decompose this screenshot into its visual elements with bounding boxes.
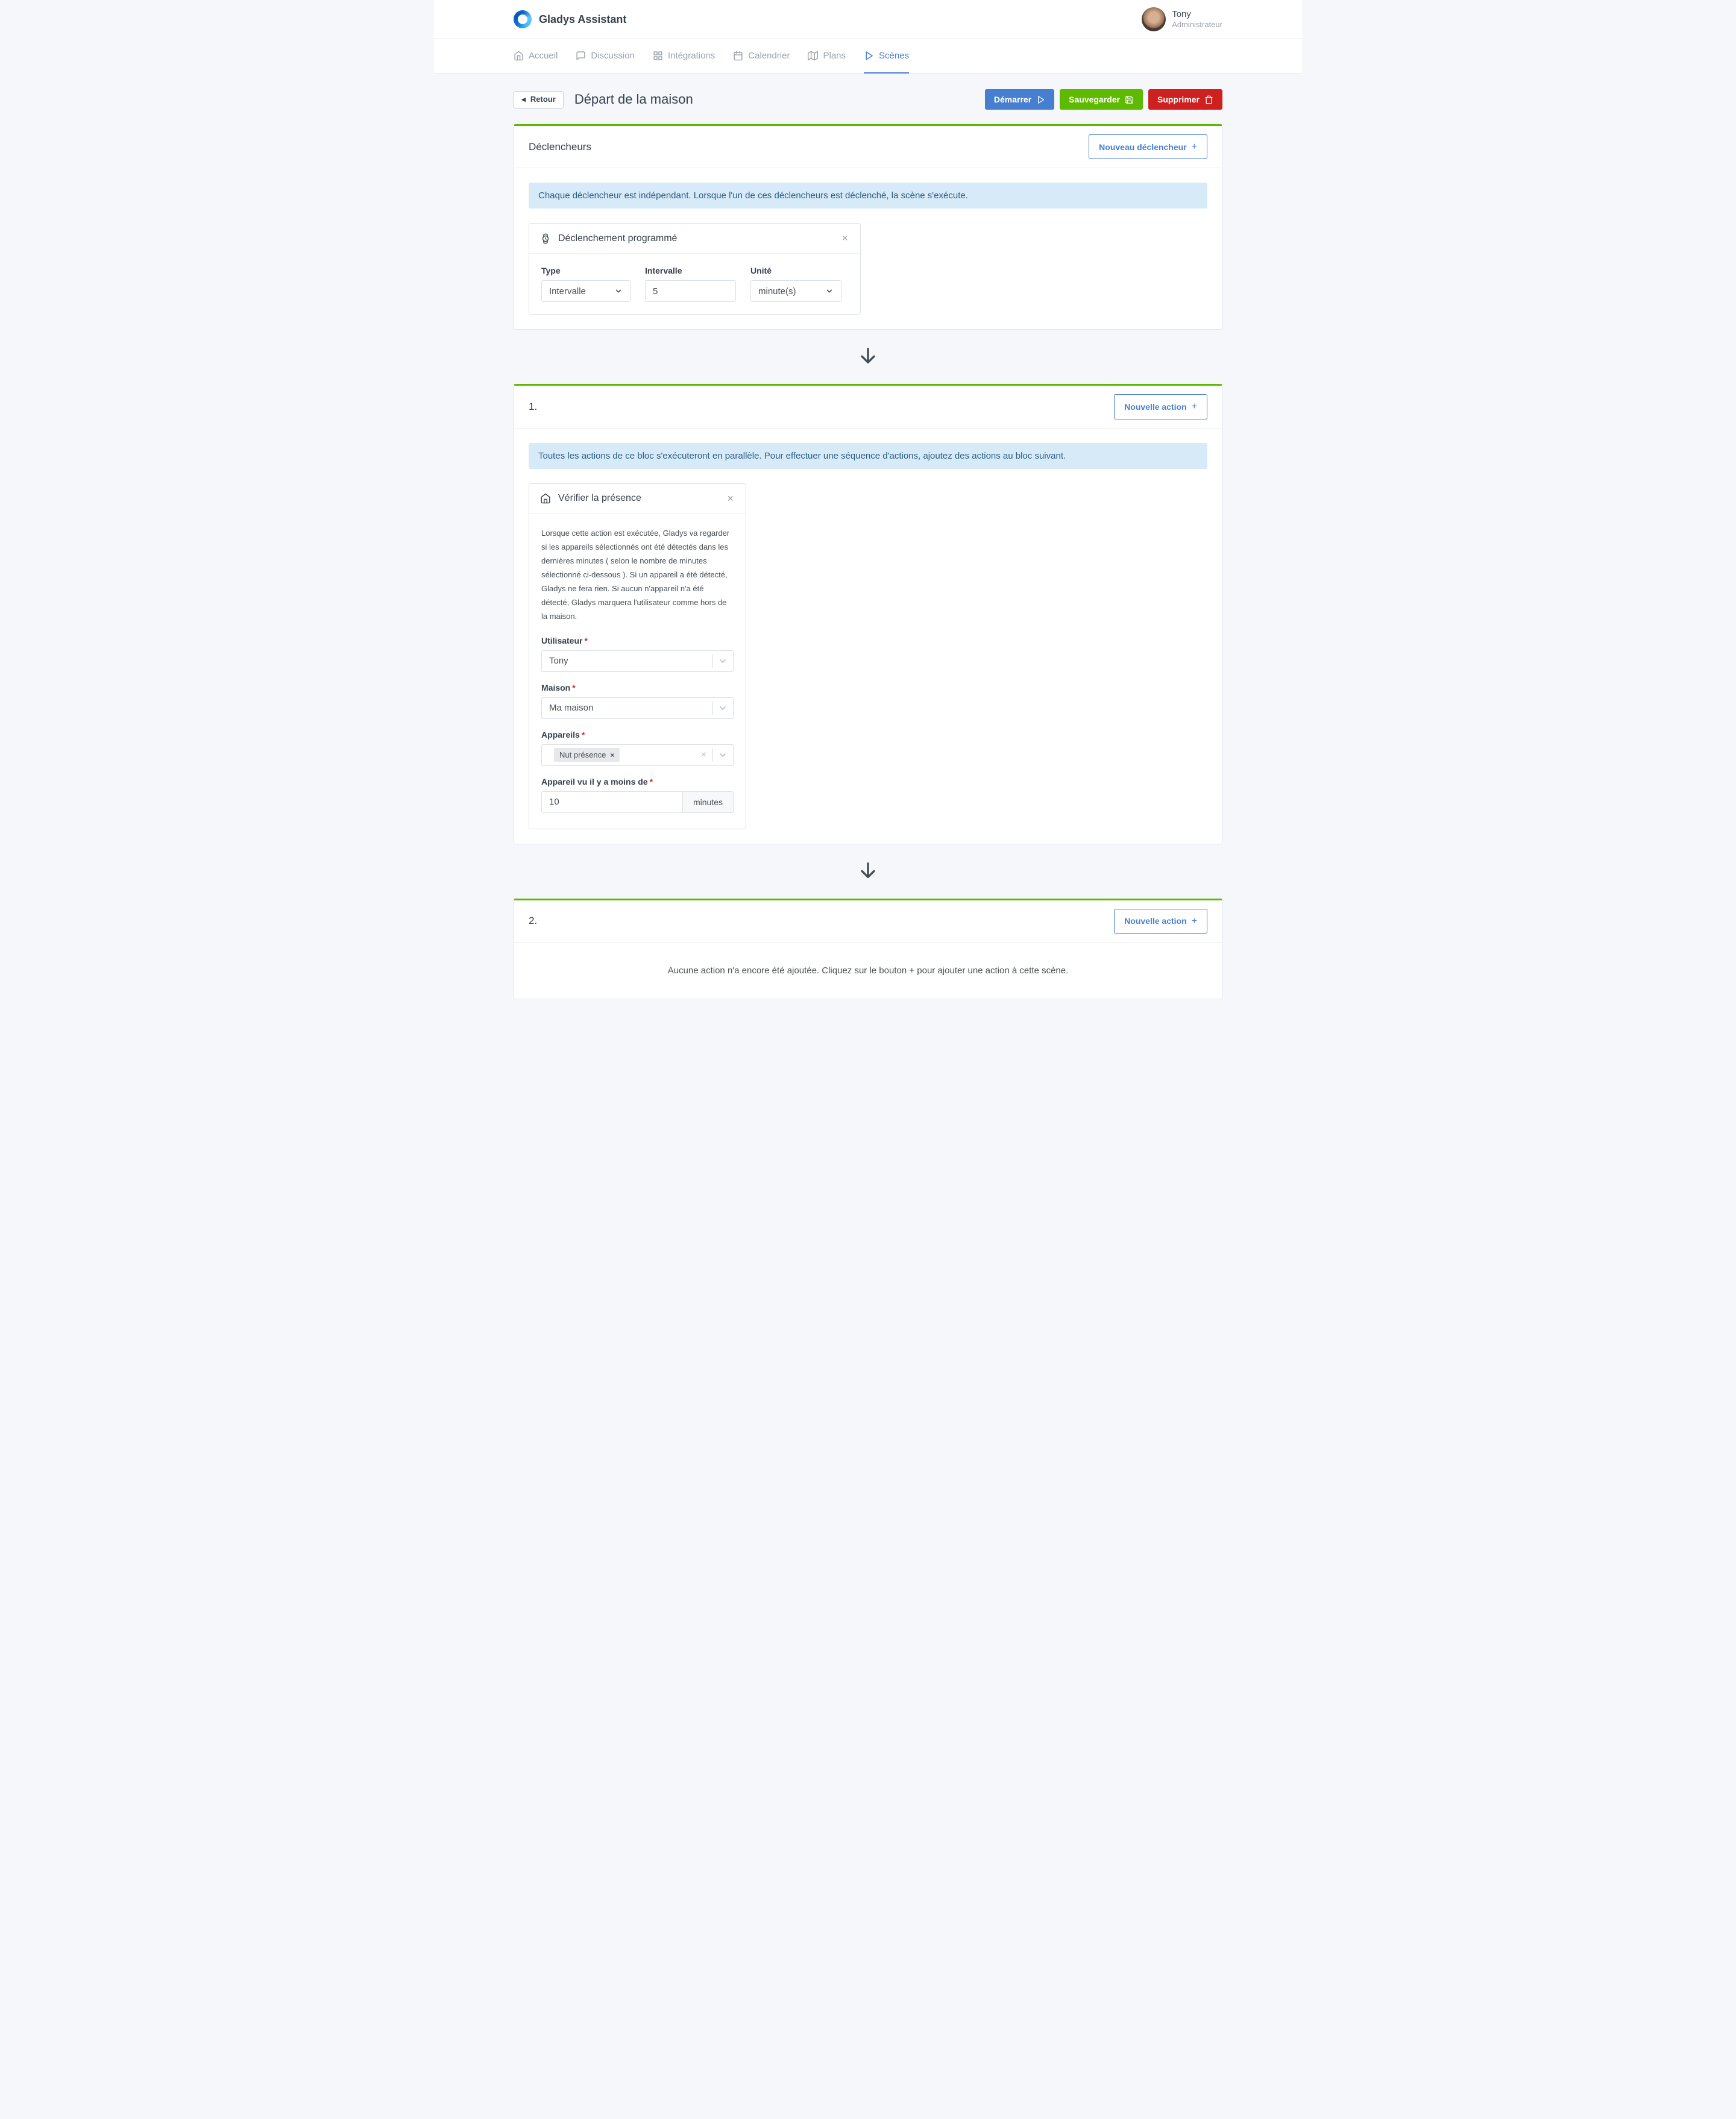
- action-card-title: Vérifier la présence: [558, 493, 641, 504]
- home-icon: [514, 51, 524, 61]
- required-marker: *: [572, 682, 576, 692]
- trigger-type-select[interactable]: Intervalle: [541, 280, 631, 302]
- trash-icon: [1204, 95, 1213, 104]
- chip-remove-icon[interactable]: ×: [610, 750, 615, 759]
- close-icon[interactable]: ×: [841, 232, 848, 245]
- required-marker: *: [581, 729, 585, 739]
- device-chip: Nut présence ×: [554, 748, 620, 762]
- user-name: Tony: [1172, 8, 1191, 19]
- devices-multiselect[interactable]: [541, 744, 734, 766]
- plus-icon: +: [1191, 915, 1197, 926]
- nav-item-accueil[interactable]: [514, 39, 558, 74]
- nav-item-calendrier[interactable]: [733, 39, 790, 74]
- play-outline-icon: [1036, 95, 1045, 104]
- trigger-card-title: Déclenchement programmé: [558, 233, 678, 243]
- nav-label: Plans: [823, 51, 846, 61]
- gladys-logo-icon: [514, 10, 532, 28]
- minutes-addon: minutes: [683, 791, 734, 813]
- action-card-check-presence: [529, 483, 746, 829]
- message-icon: [576, 51, 586, 61]
- play-icon: [864, 51, 874, 61]
- chevron-down-icon: [825, 287, 834, 295]
- new-action-button-2[interactable]: Nouvelle action +: [1114, 909, 1207, 934]
- plus-icon: +: [1191, 142, 1197, 152]
- grid-icon: [653, 51, 663, 61]
- flow-arrow-down-icon: [514, 860, 1222, 883]
- unit-select[interactable]: minute(s): [750, 280, 841, 302]
- chevron-down-icon[interactable]: [712, 750, 733, 760]
- devices-label: Appareils *: [541, 729, 585, 739]
- chevron-down-icon[interactable]: [712, 656, 733, 666]
- action-block-2: [514, 899, 1222, 999]
- flow-arrow-down-icon: [514, 345, 1222, 368]
- user-label: Utilisateur *: [541, 635, 588, 645]
- chevron-down-icon[interactable]: [712, 703, 733, 713]
- interval-input[interactable]: [645, 280, 736, 302]
- page-title: Départ de la maison: [574, 92, 693, 107]
- user-menu[interactable]: [1142, 7, 1222, 31]
- triggers-info-alert: Chaque déclencheur est indépendant. Lorsque l'un de ces déclencheurs est déclenché, la scène s'exécute.: [529, 183, 1207, 209]
- back-triangle-icon: ◀: [521, 96, 526, 102]
- page-title-row: [514, 89, 1222, 110]
- house-select[interactable]: Ma maison: [541, 697, 734, 719]
- start-scene-button[interactable]: Démarrer: [985, 89, 1054, 110]
- nav-label: Calendrier: [748, 51, 790, 61]
- required-marker: *: [584, 635, 588, 645]
- required-marker: *: [649, 776, 653, 786]
- trigger-card-scheduled: [529, 223, 861, 315]
- action-description: Lorsque cette action est exécutée, Gladys va regarder si les appareils sélectionnés ont été détectés dans les dernières minutes ( selon le nombre de minutes sélectionné ci-dessous ). Si un appareil a été détecté, Gladys ne fera rien. Si aucun n'appareil n'a été détecté, Gladys marquera l'utilisateur comme hors de la maison.: [541, 528, 730, 621]
- unit-label: Unité: [750, 266, 772, 276]
- nav-label: Discussion: [591, 51, 635, 61]
- app-title: Gladys Assistant: [539, 13, 627, 25]
- triggers-card: [514, 124, 1222, 330]
- block-index: 2.: [529, 915, 538, 927]
- type-label: Type: [541, 266, 561, 276]
- nav-label: Accueil: [529, 51, 558, 61]
- chevron-down-icon: [614, 287, 623, 295]
- action-block-1: [514, 384, 1222, 844]
- home-icon: [540, 493, 551, 504]
- watch-icon: [540, 233, 551, 244]
- new-action-button-1[interactable]: Nouvelle action +: [1114, 394, 1207, 419]
- calendar-icon: [733, 51, 743, 61]
- main-nav: [434, 39, 1302, 74]
- back-button[interactable]: ◀ Retour: [514, 91, 564, 108]
- empty-block-message: Aucune action n'a encore été ajoutée. Cliquez sur le bouton + pour ajouter une action à cette scène.: [667, 965, 1069, 976]
- triggers-title: Déclencheurs: [529, 140, 591, 152]
- clear-icon[interactable]: ×: [700, 749, 706, 760]
- save-icon: [1125, 95, 1134, 104]
- nav-item-plans[interactable]: [808, 39, 846, 74]
- nav-label: Scènes: [879, 51, 910, 61]
- map-icon: [808, 51, 818, 61]
- interval-label: Intervalle: [645, 266, 682, 276]
- user-role: Administrateur: [1172, 20, 1222, 30]
- save-scene-button[interactable]: Sauvegarder: [1060, 89, 1143, 110]
- avatar[interactable]: [1142, 7, 1166, 31]
- user-select[interactable]: Tony: [541, 650, 734, 672]
- new-trigger-button[interactable]: Nouveau déclencheur +: [1089, 134, 1207, 159]
- delete-scene-button[interactable]: Supprimer: [1148, 89, 1222, 110]
- close-icon[interactable]: ×: [727, 492, 734, 504]
- nav-item-integrations[interactable]: [653, 39, 715, 74]
- nav-item-scenes[interactable]: [864, 39, 909, 74]
- nav-label: Intégrations: [667, 51, 715, 61]
- minutes-input[interactable]: [541, 791, 683, 813]
- seen-within-label: Appareil vu il y a moins de *: [541, 776, 653, 786]
- app-header: [434, 0, 1302, 39]
- nav-item-discussion[interactable]: [576, 39, 635, 74]
- plus-icon: +: [1191, 401, 1197, 412]
- house-label: Maison *: [541, 682, 576, 692]
- actions-info-alert: Toutes les actions de ce bloc s'exécuteront en parallèle. Pour effectuer une séquence d'actions, ajoutez des actions au bloc suivant.: [529, 443, 1207, 469]
- block-index: 1.: [529, 401, 538, 413]
